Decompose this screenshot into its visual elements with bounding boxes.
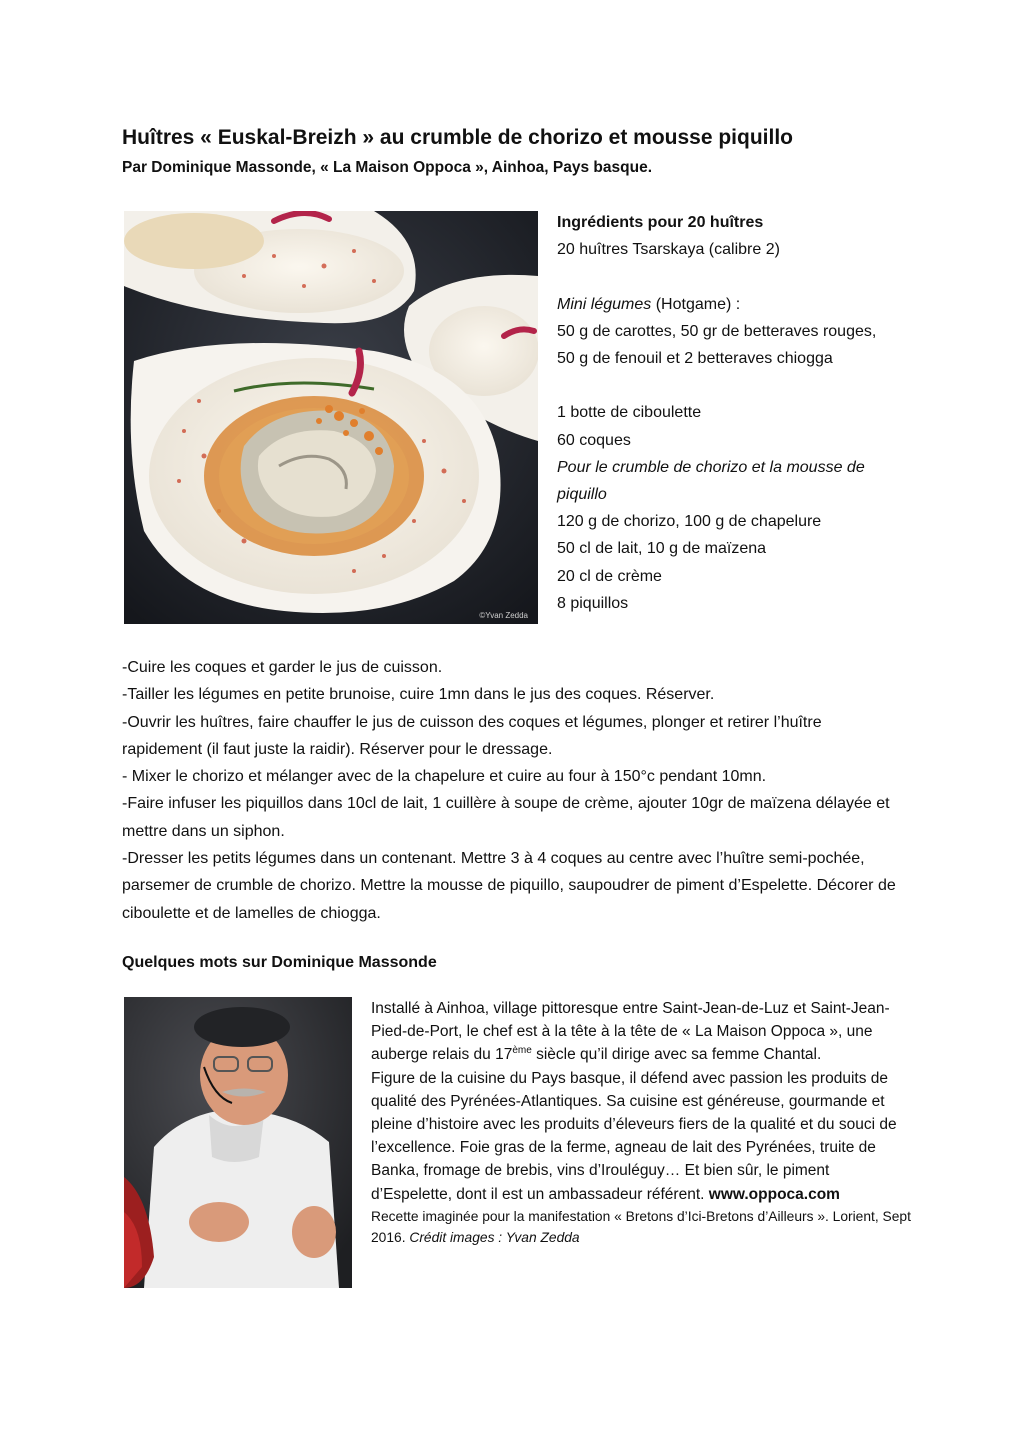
ingredient-crumble-2: 50 cl de lait, 10 g de maïzena xyxy=(557,540,767,558)
crumble-heading-line-1: Pour le crumble de chorizo et la mousse de xyxy=(557,458,865,476)
ingredient-veg-line-1: 50 g de carottes, 50 gr de betteraves rouges, xyxy=(557,322,877,340)
step-6: -Dresser les petits légumes dans un contenant. Mettre 3 à 4 coques au centre avec l’huître semi-pochée, parsemer de crumble de chorizo. Mettre la mousse de piquillo, saupoudrer de piment d’Espelette. Décorer de ciboulette et de lamelles de chiogga. xyxy=(122,850,896,922)
chef-photo xyxy=(124,997,352,1288)
step-2: -Tailler les légumes en petite brunoise, cuire 1mn dans le jus des coques. Réserver. xyxy=(122,686,715,704)
mini-legumes-source: (Hotgame) : xyxy=(651,295,741,313)
bio-1-text-a: Installé à Ainhoa, village pittoresque entre Saint-Jean-de-Luz et Saint-Jean-Pied-de-Port, le chef est à la tête à la tête de « La Maison Oppoca », une auberge relais du 17 xyxy=(371,1000,890,1064)
image-credit: Crédit images : Yvan Zedda xyxy=(409,1229,580,1245)
step-4: - Mixer le chorizo et mélanger avec de la chapelure et cuire au four à 150°c pendant 10mn. xyxy=(122,768,767,786)
chef-bio xyxy=(371,997,911,1248)
ingredient-cockles: 60 coques xyxy=(557,431,631,449)
ingredients-list xyxy=(557,209,927,617)
bio-2-text: Figure de la cuisine du Pays basque, il défend avec passion les produits de qualité des Pyrénées-Atlantiques. Sa cuisine est généreuse, gourmande et pleine d’histoire avec les produits d’éleveurs fiers de la qualité et du souci de l’excellence. Foie gras de la ferme, agneau de lait des Pyrénées, truite de Banka, fromage de brebis, vins d’Irouléguy… Et bien sûr, le piment d’Espelette, dont il est un ambassadeur référent. xyxy=(371,1069,897,1203)
recipe-footnote xyxy=(371,1206,911,1248)
photo-credit-mark: ©Yvan Zedda xyxy=(479,611,528,620)
dish-photo xyxy=(124,211,538,624)
crumble-heading-line-2: piquillo xyxy=(557,486,607,503)
bio-1-superscript: ème xyxy=(512,1045,532,1057)
ingredient-crumble-4: 8 piquillos xyxy=(557,594,629,612)
ingredient-mini-legumes xyxy=(557,291,927,318)
footnote-text: Recette imaginée pour la manifestation « Bretons d’Ici-Bretons d’Ailleurs ». Lorient, Sept 2016. xyxy=(371,1208,911,1245)
mini-legumes-label: Mini légumes xyxy=(557,295,652,313)
ingredients-heading: Ingrédients pour 20 huîtres xyxy=(557,214,764,231)
ingredient-chives: 1 botte de ciboulette xyxy=(557,404,702,422)
ingredient-crumble-1: 120 g de chorizo, 100 g de chapelure xyxy=(557,513,822,531)
bio-paragraph-1 xyxy=(371,997,911,1067)
step-5: -Faire infuser les piquillos dans 10cl de lait, 1 cuillère à soupe de crème, ajouter 10gr de maïzena délayée et mettre dans un siphon. xyxy=(122,795,890,840)
website-link[interactable]: www.oppoca.com xyxy=(708,1185,840,1203)
step-1: -Cuire les coques et garder le jus de cuisson. xyxy=(122,659,443,676)
spacer xyxy=(557,263,927,290)
chef-portrait-illustration xyxy=(124,997,352,1288)
recipe-byline: Par Dominique Massonde, « La Maison Oppoca », Ainhoa, Pays basque. xyxy=(122,159,652,176)
ingredient-veg-line-2: 50 g de fenouil et 2 betteraves chiogga xyxy=(557,350,833,367)
oyster-dish-illustration xyxy=(124,211,538,624)
bio-1-text-b: siècle qu’il dirige avec sa femme Chantal. xyxy=(531,1046,822,1064)
spacer xyxy=(557,372,927,399)
chef-heading: Quelques mots sur Dominique Massonde xyxy=(122,954,437,971)
ingredient-oysters: 20 huîtres Tsarskaya (calibre 2) xyxy=(557,241,780,259)
bio-paragraph-2 xyxy=(371,1067,911,1206)
recipe-steps xyxy=(122,654,902,927)
ingredient-crumble-3: 20 cl de crème xyxy=(557,567,662,585)
recipe-title: Huîtres « Euskal-Breizh » au crumble de chorizo et mousse piquillo xyxy=(122,126,793,149)
step-3: -Ouvrir les huîtres, faire chauffer le jus de cuisson des coques et légumes, plonger et retirer l’huître rapidement (il faut juste la raidir). Réserver pour le dressage. xyxy=(122,713,822,758)
